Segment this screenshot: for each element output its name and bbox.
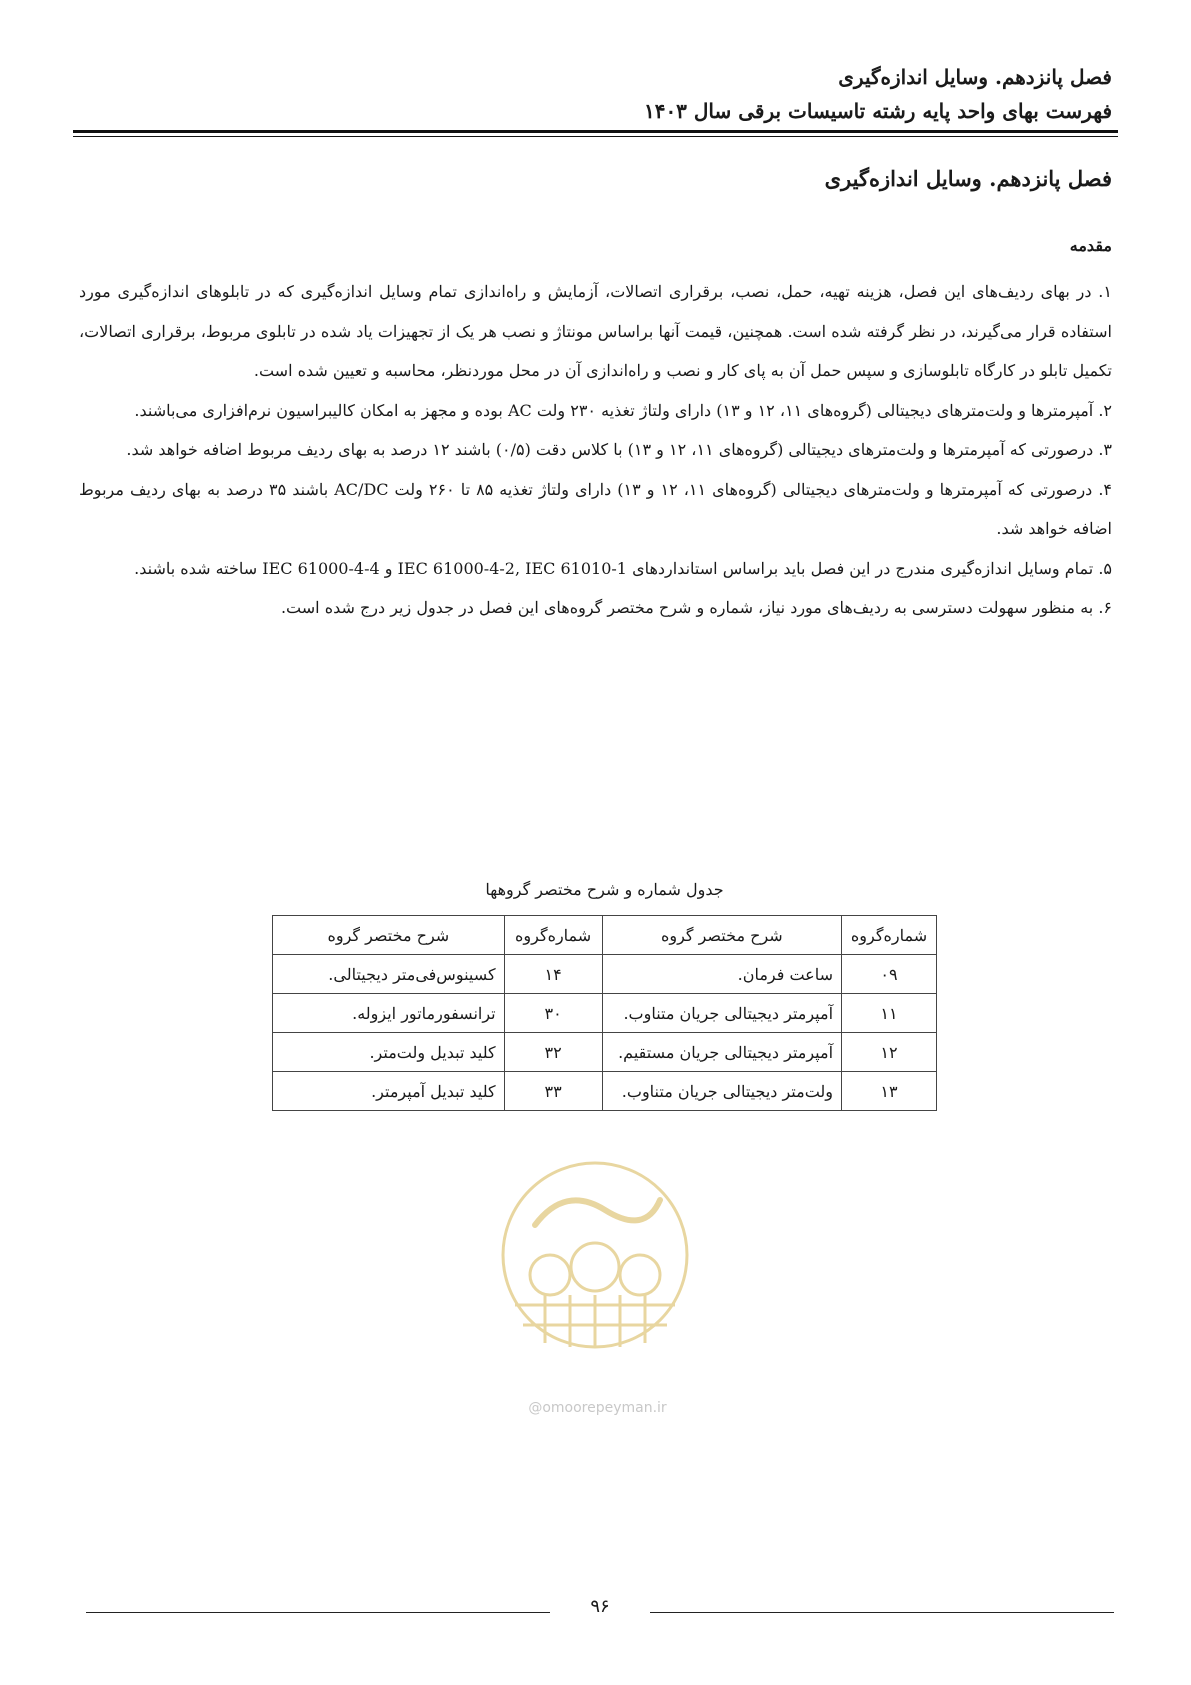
header-rule-thin xyxy=(73,136,1118,137)
intro-heading: مقدمه xyxy=(1069,236,1112,255)
header-group-number: شماره‌گروه xyxy=(842,916,937,955)
page-number: ۹۶ xyxy=(590,1596,610,1617)
header-group-description: شرح مختصر گروه xyxy=(602,916,841,955)
group-description: ترانسفورماتور ایزوله. xyxy=(273,994,505,1033)
paragraph-5 xyxy=(79,549,1112,589)
group-description: ولت‌متر دیجیتالی جریان متناوب. xyxy=(602,1072,841,1111)
group-number: ۱۳ xyxy=(842,1072,937,1111)
header-rule-thick xyxy=(73,130,1118,133)
footer-rule-right xyxy=(650,1612,1114,1613)
group-description: کسینوس‌فی‌متر دیجیتالی. xyxy=(273,955,505,994)
header-publication: فهرست بهای واحد پایه رشته تاسیسات برقی سال ۱۴۰۳ xyxy=(643,99,1112,123)
paragraph-6: ۶. به منظور سهولت دسترسی به ردیف‌های مورد نیاز، شماره و شرح مختصر گروه‌های این فصل در جدول زیر درج شده است. xyxy=(280,598,1112,617)
table-row xyxy=(273,955,937,994)
p5-text-start: ۵. تمام وسایل اندازه‌گیری مندرج در این فصل باید براساس استانداردهای xyxy=(632,558,1112,578)
group-description: آمپرمتر دیجیتالی جریان متناوب. xyxy=(602,994,841,1033)
header-group-number: شماره‌گروه xyxy=(504,916,602,955)
paragraph-1: ۱. در بهای ردیف‌های این فصل، هزینه تهیه، حمل، نصب، برقراری اتصالات، آزمایش و راه‌اندازی تمام وسایل اندازه‌گیری که در تابلوهای اندازه‌گیری مورد استفاده قرار می‌گیرند، در نظر گرفته شده است. همچنین، قیمت آنها براساس مونتاژ و نصب هر یک از تجهیزات یاد شده در تابلوی مربوط، برقراری اتصالات، تکمیل تابلو در کارگاه تابلوسازی و سپس حمل آن به پای کار و نصب و راه‌اندازی آن در محل موردنظر، محاسبه و تعیین شده است. xyxy=(79,282,1112,380)
table-row xyxy=(273,994,937,1033)
group-description: کلید تبدیل آمپرمتر. xyxy=(273,1072,505,1111)
watermark-grid xyxy=(515,1295,675,1347)
paragraph-3: ۳. درصورتی که آمپرمترها و ولت‌مترهای دیجیتالی (گروه‌های ۱۱، ۱۲ و ۱۳) با کلاس دقت (۰/۵) باشند ۱۲ درصد به بهای ردیف مربوط اضافه خواهد شد. xyxy=(126,440,1112,459)
paragraph-4: ۴. درصورتی که آمپرمترها و ولت‌مترهای دیجیتالی (گروه‌های ۱۱، ۱۲ و ۱۳) دارای ولتاژ تغذیه ۸۵ تا ۲۶۰ ولت AC/DC باشند ۳۵ درصد به بهای ردیف مربوط اضافه خواهد شد. xyxy=(79,479,1113,538)
p5-and: و xyxy=(384,558,393,578)
watermark-logo xyxy=(495,1155,695,1355)
running-header xyxy=(79,60,1112,128)
table-caption: جدول شماره و شرح مختصر گروهها xyxy=(485,880,724,899)
table-row xyxy=(273,1072,937,1111)
group-description: آمپرمتر دیجیتالی جریان مستقیم. xyxy=(602,1033,841,1072)
header-group-description: شرح مختصر گروه xyxy=(273,916,505,955)
group-number: ۰۹ xyxy=(842,955,937,994)
p5-text-end: ساخته شده باشند. xyxy=(134,558,258,578)
watermark-site: @omoorepeyman.ir xyxy=(528,1400,667,1416)
p5-standard-1: IEC 61000-4-2, IEC 61010-1 xyxy=(397,558,627,578)
group-number: ۳۲ xyxy=(504,1033,602,1072)
paragraph-2: ۲. آمپرمترها و ولت‌مترهای دیجیتالی (گروه‌های ۱۱، ۱۲ و ۱۳) دارای ولتاژ تغذیه ۲۳۰ ولت AC بوده و مجهز به امکان کالیبراسیون نرم‌افزاری می‌باشند. xyxy=(134,400,1112,420)
p5-standard-2: IEC 61000-4-4 xyxy=(262,558,380,578)
group-number: ۱۱ xyxy=(842,994,937,1033)
watermark-calligraphy xyxy=(535,1200,660,1225)
intro-body xyxy=(79,272,1112,628)
groups-table xyxy=(272,915,937,1111)
watermark-gear-right xyxy=(620,1255,660,1295)
group-number: ۱۴ xyxy=(504,955,602,994)
header-chapter: فصل پانزدهم. وسایل اندازه‌گیری xyxy=(838,65,1112,89)
group-number: ۳۳ xyxy=(504,1072,602,1111)
table-row xyxy=(273,1033,937,1072)
group-description: کلید تبدیل ولت‌متر. xyxy=(273,1033,505,1072)
chapter-title: فصل پانزدهم. وسایل اندازه‌گیری xyxy=(824,166,1112,191)
group-number: ۱۲ xyxy=(842,1033,937,1072)
table-header-row xyxy=(273,916,937,955)
group-number: ۳۰ xyxy=(504,994,602,1033)
watermark-gear-center xyxy=(571,1243,619,1291)
footer-rule-left xyxy=(86,1612,550,1613)
watermark-gear-left xyxy=(530,1255,570,1295)
group-description: ساعت فرمان. xyxy=(602,955,841,994)
